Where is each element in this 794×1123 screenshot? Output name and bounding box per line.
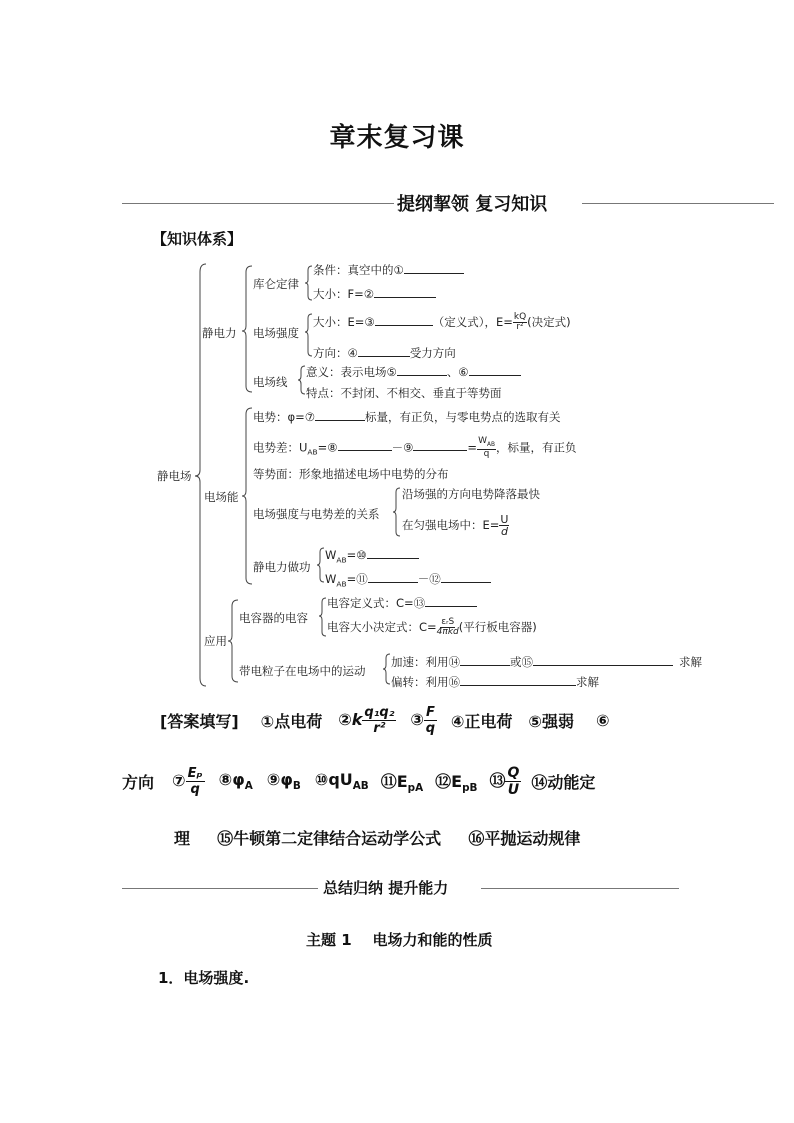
particle-deflect: 偏转：利用⑯ 求解 — [391, 675, 599, 689]
tree-force: 静电力 — [202, 326, 237, 340]
topic-heading: 主题 1 电场力和能的性质 — [306, 931, 493, 949]
knowledge-system-label: 【知识体系】 — [152, 230, 243, 248]
lines-feature: 特点：不封闭、不相交、垂直于等势面 — [306, 386, 502, 400]
tree-relation: 电场强度与电势差的关系 — [253, 507, 380, 521]
answer-1: ①点电荷 — [260, 712, 323, 731]
tree-root: 静电场 — [157, 469, 192, 483]
potential-difference: 电势差：$U_{AB}=⑧$ －⑨ = $W_{AB}$ q ，标量，有正负 — [253, 436, 577, 459]
field-bracket — [305, 314, 312, 356]
tree-work: 静电力做功 — [253, 560, 311, 574]
answer-4: ④正电荷 — [450, 712, 513, 731]
answer-16: ⑯平抛运动规律 — [468, 829, 581, 848]
work-bracket — [317, 548, 324, 582]
answer-9: $⑨\varphi_B$ — [266, 770, 301, 793]
answer-14-cont: 理 — [174, 829, 191, 848]
apply-bracket — [228, 600, 238, 682]
coulomb-condition: 条件：真空中的① — [313, 261, 464, 278]
particle-bracket — [383, 654, 390, 684]
field-size: 大小：E=③ （定义式），E= $\frac{kQ}{\text{r²}}$ (决定式) — [313, 312, 571, 332]
page-title: 章末复习课 — [329, 123, 465, 153]
answers-label: [答案填写] — [160, 712, 239, 731]
coulomb-size: 大小：F=② — [313, 285, 436, 302]
potential: 电势：φ=⑦ 标量，有正负，与零电势点的选取有关 — [253, 410, 561, 424]
capacitor-definition: 电容定义式：C=⑬ — [327, 594, 477, 611]
work-b: $W_{AB}=⑪$ －⑫ — [325, 570, 491, 588]
relation-fastest: 沿场强的方向电势降落最快 — [402, 487, 540, 501]
answer-14: ⑭动能定 — [531, 773, 596, 792]
item-1-heading: 1．电场强度. — [158, 969, 250, 987]
answer-3: ③ $\frac{F}{q}$ — [410, 705, 436, 736]
capacitor-size: 电容大小决定式：C= εᵣS 4πkd (平行板电容器) — [327, 617, 537, 637]
answer-8: $⑧\varphi_A$ — [218, 770, 253, 793]
tree-capacitor: 电容器的电容 — [239, 611, 308, 625]
answer-6-number: ⑥ — [595, 711, 610, 730]
equipotential: 等势面：形象地描述电场中电势的分布 — [253, 467, 449, 481]
answer-11: $⑪E_{pA}$ — [380, 771, 424, 795]
tree-field: 电场强度 — [253, 326, 299, 340]
answer-7: ⑦ $\frac{\text{Eₚ}}{q}$ — [172, 766, 203, 797]
answer-5: ⑤强弱 — [528, 712, 574, 731]
section-heading-summary: 总结归纳 提升能力 — [323, 879, 449, 897]
answer-10: $⑩qU_{AB}$ — [314, 770, 369, 793]
answer-2: ②k $\frac{\text{q₁q₂}}{\text{r²}}$ — [338, 705, 395, 736]
answers-line-3 — [174, 826, 580, 849]
relation-uniform: 在匀强电场中：E= $\frac{U}{d}$ — [402, 513, 509, 538]
section-heading-outline: 提纲挈领 复习知识 — [397, 194, 548, 215]
tree-coulomb: 库仑定律 — [253, 277, 299, 291]
field-direction: 方向：④ 受力方向 — [313, 346, 456, 360]
answers-line-2 — [122, 766, 595, 797]
section2-divider-left — [122, 888, 318, 889]
tree-lines: 电场线 — [253, 375, 288, 389]
tree-particle: 带电粒子在电场中的运动 — [239, 664, 366, 678]
lines-bracket — [298, 366, 305, 394]
answer-13: ⑬ $\frac{Q}{U}$ — [489, 765, 520, 798]
answer-6-text: 方向 — [122, 773, 155, 792]
section-divider-left — [122, 203, 394, 204]
answer-12: $⑫E_{pB}$ — [435, 771, 478, 795]
force-bracket — [242, 266, 252, 392]
particle-accelerate: 加速：利用⑭ 或⑮ 求解 — [391, 655, 702, 669]
answers-line-1 — [160, 706, 610, 735]
answer-15: ⑮牛顿第二定律结合运动学公式 — [217, 829, 442, 848]
tree-energy: 电场能 — [204, 490, 239, 504]
section2-divider-right — [481, 888, 679, 889]
capacitor-bracket — [319, 598, 326, 636]
tree-apply: 应用 — [204, 634, 227, 648]
work-a: $W_{AB}=⑩$ — [325, 546, 419, 564]
relation-bracket — [393, 488, 400, 536]
section-divider-right — [582, 203, 774, 204]
lines-meaning: 意义：表示电场⑤ 、⑥ — [306, 363, 521, 380]
coulomb-bracket — [305, 266, 312, 300]
energy-bracket — [242, 408, 252, 584]
